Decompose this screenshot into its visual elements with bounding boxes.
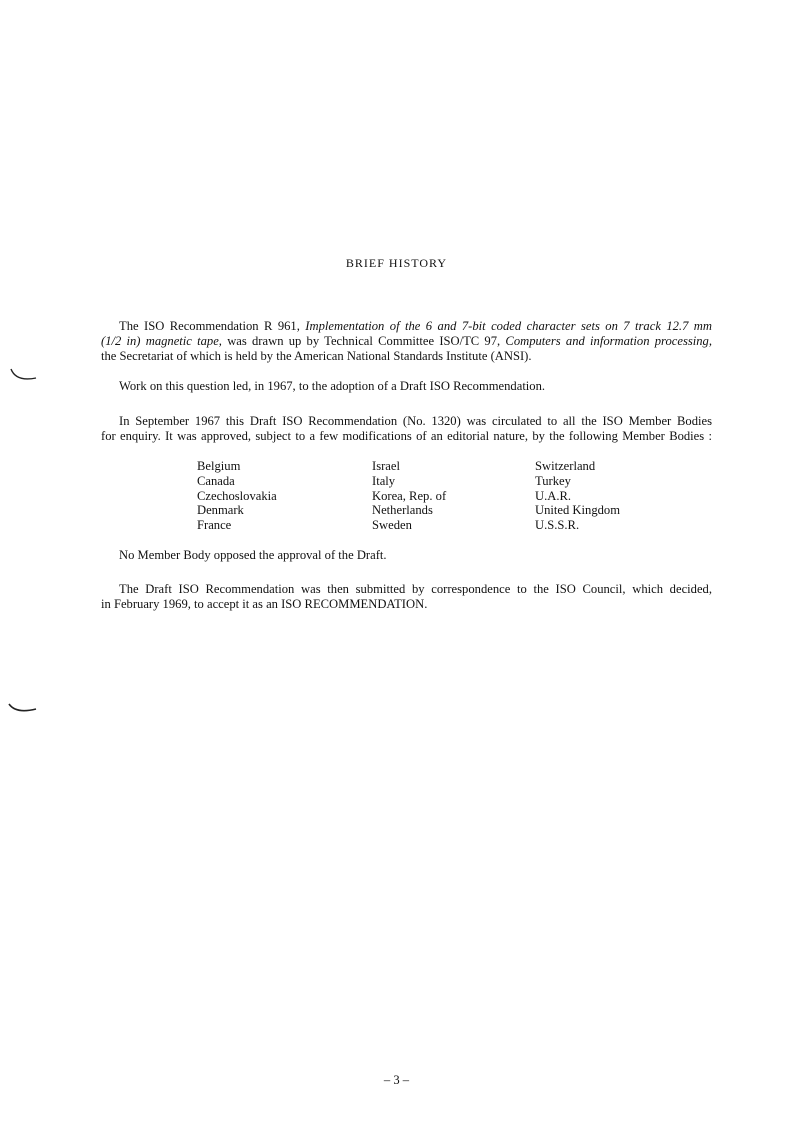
paragraph-4: No Member Body opposed the approval of the Draft.	[119, 548, 387, 562]
member-body: U.A.R.	[535, 488, 572, 503]
member-body: Sweden	[372, 518, 412, 533]
paragraph-5-line-2: in February 1969, to accept it as an ISO RECOMMENDATION.	[101, 597, 428, 611]
scan-mark-icon	[6, 700, 40, 720]
member-body: Belgium	[197, 459, 241, 473]
member-body: Israel	[372, 459, 400, 473]
member-body: Switzerland	[535, 459, 596, 473]
member-body: Canada	[197, 473, 235, 488]
document-title: (1/2 in) magnetic tape,	[101, 334, 222, 348]
member-body: Korea, Rep. of	[372, 488, 447, 503]
member-body: Italy	[372, 473, 396, 488]
member-body: United Kingdom	[535, 503, 621, 518]
paragraph-2: Work on this question led, in 1967, to the adoption of a Draft ISO Recommendation.	[119, 379, 546, 393]
text: The ISO Recommendation R 961,	[119, 319, 306, 333]
section-heading: BRIEF HISTORY	[345, 256, 448, 270]
member-body: France	[197, 518, 232, 533]
text: was drawn up by Technical Committee ISO/TC 97,	[221, 334, 506, 348]
committee-title: Computers and information processing,	[505, 334, 713, 348]
paragraph-3-line-2: for enquiry. It was approved, subject to a few modifications of an editorial nature, by the following Member Bodies :	[101, 429, 712, 443]
member-body: Turkey	[535, 473, 571, 488]
page-number: – 3 –	[383, 1073, 410, 1087]
member-body: Denmark	[197, 503, 244, 518]
member-bodies-column-1	[197, 459, 277, 533]
member-body: Czechoslovakia	[197, 488, 277, 503]
paragraph-5-line-1: The Draft ISO Recommendation was then submitted by correspondence to the ISO Council, which decided,	[119, 582, 712, 596]
document-title: Implementation of the 6 and 7-bit coded character sets on 7 track 12.7 mm	[305, 319, 712, 333]
paragraph-1-line-3: the Secretariat of which is held by the American National Standards Institute (ANSI).	[101, 349, 532, 363]
paragraph-1-line-2	[101, 334, 712, 349]
scan-mark-icon	[8, 366, 40, 386]
member-bodies-column-2	[372, 459, 446, 533]
paragraph-1-line-1	[101, 319, 712, 334]
member-body: Netherlands	[372, 503, 433, 518]
member-body: U.S.S.R.	[535, 518, 580, 533]
paragraph-3-line-1: In September 1967 this Draft ISO Recommendation (No. 1320) was circulated to all the ISO Member Bodies	[119, 414, 712, 428]
member-bodies-column-3	[535, 459, 620, 533]
